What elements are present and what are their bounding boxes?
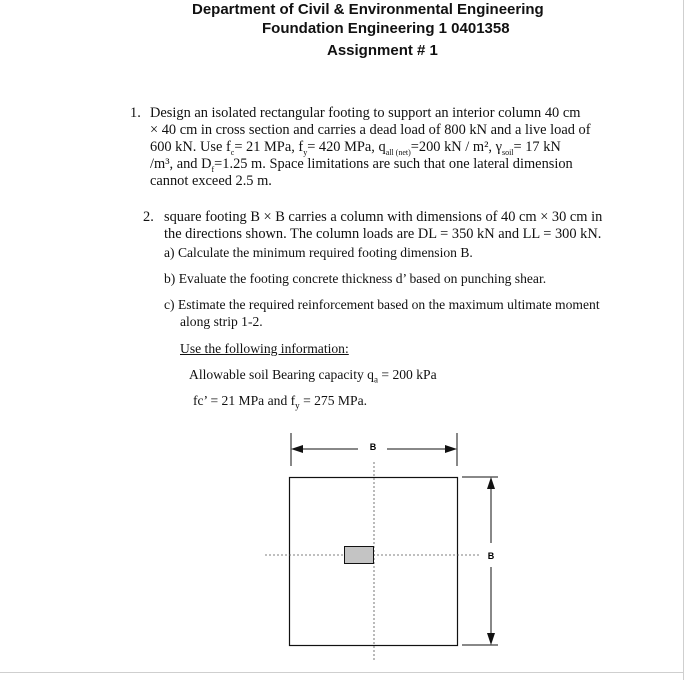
q2-part-c-line1: c) Estimate the required reinforcement based on the maximum ultimate moment (164, 297, 600, 312)
info-heading: Use the following information: (180, 341, 349, 356)
department-title: Department of Civil & Environmental Engineering (192, 1, 544, 18)
top-dim-right-arrow (445, 445, 457, 453)
side-dim-top-arrow (487, 477, 495, 489)
q1-line5: cannot exceed 2.5 m. (150, 173, 272, 189)
top-dimension-label: B (369, 442, 377, 452)
side-dimension-label: B (487, 551, 495, 561)
course-title: Foundation Engineering 1 0401358 (262, 20, 510, 37)
material-strength-line: fc’ = 21 MPa and $f_y = 275$ MPa. (193, 393, 368, 411)
q1-line1: Design an isolated rectangular footing to support an interior column 40 cm (150, 105, 581, 121)
side-dim-bottom-arrow (487, 633, 495, 645)
q2-number: 2. (143, 209, 154, 225)
bearing-capacity-line: Allowable soil Bearing capacity $q_a = 200$ kPa (189, 367, 437, 385)
q2-part-a: a) Calculate the minimum required footing dimension B. (164, 245, 473, 260)
q1-line4: /m³, and $D_f=1.25$ m. Space limitations are such that one lateral dimension (150, 156, 573, 174)
top-dim-left-arrow (291, 445, 303, 453)
q2-line1: square footing B × B carries a column with dimensions of 40 cm × 30 cm in (164, 209, 603, 225)
q1-line3: 600 kN. Use $f_c= 21$ MPa, $f_y= 420$ MPa, $q_{all (net)}=200$ kN / m², $\gamma_{soil}= 17$ kN (150, 139, 561, 157)
q2-part-c-line2: along strip 1-2. (180, 314, 263, 329)
q1-number: 1. (130, 105, 141, 121)
assignment-title: Assignment # 1 (327, 42, 438, 59)
q2-part-b: b) Evaluate the footing concrete thickness d’ based on punching shear. (164, 271, 547, 286)
q2-line2: the directions shown. The column loads are DL = 350 kN and LL = 300 kN. (164, 226, 602, 242)
q1-line2: × 40 cm in cross section and carries a dead load of 800 kN and a live load of (150, 122, 591, 138)
column (345, 547, 374, 564)
